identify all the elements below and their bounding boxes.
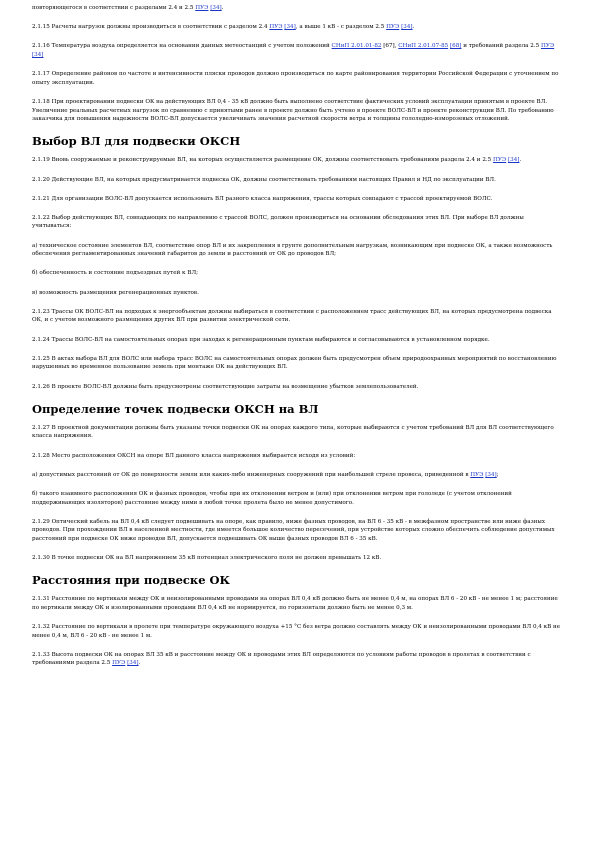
paragraph bbox=[32, 383, 562, 392]
paragraph-text: повторяющегося в соответствии с разделами 2.4 и 2.5 bbox=[32, 5, 196, 11]
reference-link[interactable]: [34] bbox=[210, 5, 222, 11]
paragraph bbox=[32, 156, 562, 165]
paragraph-text: 2.1.23 Трассы ОК ВОЛС-ВЛ на подходах к энергообъектам должны выбираться в соответствии с расположением трасс действующих ВЛ, на которых предусмотрена подвеска ОК, и с учетом возможного размещения других ВЛ при развитии электрической сети. bbox=[32, 308, 552, 324]
reference-link[interactable]: СНиП 2.01.01-82 bbox=[331, 43, 382, 50]
paragraph bbox=[32, 242, 562, 259]
paragraph-text: 2.1.30 В точке подвески ОК на ВЛ напряжением 35 кВ потенциал электрического поля не должен превышать 12 кВ. bbox=[32, 555, 382, 562]
paragraph bbox=[32, 269, 562, 278]
reference-link[interactable]: [68] bbox=[449, 43, 462, 50]
reference-link[interactable]: [34] bbox=[401, 24, 413, 31]
paragraph bbox=[32, 42, 562, 59]
paragraph bbox=[32, 518, 562, 544]
paragraph-text: . bbox=[412, 24, 415, 31]
paragraph-text: 2.1.27 В проектной документации должны быть указаны точки подвески ОК на опорах каждого типа, которые выбираются с учетом требований ВЛ для ВЛ соответствующего класса напряжения. bbox=[32, 424, 554, 440]
paragraph-text: а) техническое состояние элементов ВЛ, соответствие опор ВЛ и их закрепления в грунте дополнительным нагрузкам, возникающим при подвеске ОК, а также возможность обеспечения регламентированных значений габаритов до земли и расстояний от ОК до проводов ВЛ; bbox=[32, 242, 553, 258]
paragraph bbox=[32, 623, 562, 640]
paragraph bbox=[32, 651, 562, 668]
reference-link[interactable]: [34] bbox=[284, 24, 296, 31]
paragraph-text: 2.1.15 Расчеты нагрузок должны производиться в соответствии с разделом 2.4 bbox=[32, 24, 270, 31]
paragraph-text: б) обеспеченность и состояние подъездных путей к ВЛ; bbox=[32, 270, 198, 277]
paragraph bbox=[32, 452, 562, 461]
reference-link[interactable]: ПУЭ bbox=[195, 5, 209, 11]
reference-link[interactable]: [34] bbox=[485, 471, 497, 478]
paragraph bbox=[32, 98, 562, 124]
paragraph bbox=[32, 595, 562, 612]
paragraph-text: б) такого взаимного расположения ОК и фазных проводов, чтобы при их отклонении ветром и (или) при отклонении ветром при гололеде (с учетом отклонений поддерживающих изоляторов) расстояние между ними в любой точке пролета было не менее допустимого. bbox=[32, 490, 512, 506]
paragraph-text: 2.1.16 Температура воздуха определяется на основании данных метеостанций с учетом положений bbox=[32, 43, 332, 50]
paragraph bbox=[32, 554, 562, 563]
section-heading: Определение точек подвески ОКСН на ВЛ bbox=[32, 401, 319, 416]
paragraph-text: 2.1.26 В проекте ВОЛС-ВЛ должны быть предусмотрены соответствующие затраты на возмещение убытков землепользователей. bbox=[32, 383, 419, 390]
paragraph bbox=[32, 195, 562, 204]
paragraph-text: 2.1.28 Место расположения ОКСН на опоре ВЛ данного класса напряжения выбирается исходя из условий: bbox=[32, 452, 356, 459]
paragraph bbox=[32, 471, 562, 480]
paragraph bbox=[32, 289, 562, 298]
paragraph-text: в) возможность размещения регенерационных пунктов. bbox=[32, 289, 199, 296]
paragraph-text: 2.1.18 При проектировании подвески ОК на действующих ВЛ 0,4 - 35 кВ должно быть выполнено соответствие фактических условий эксплуатации принятым в проекте ВЛ. Увеличение реальных расчетных нагрузок по сравнению с принятыми ранее в проекте должно быть учтено в проекте ВОЛС-ВЛ и проекте реконструкции ВЛ. По требованию заказчика для повышения надежности ВОЛС-ВЛ допускается увеличивать значения расчетной скорости ветра и толщины гололедно-изморозевых отложений. bbox=[32, 98, 554, 123]
document-body bbox=[32, 4, 562, 679]
paragraph-text: 2.1.33 Высота подвески ОК на опорах ВЛ 35 кВ и расстояние между ОК и проводами этих ВЛ определяются по условиям работы проводов в пролетах в соответствии с требованиями раздела 2.5 bbox=[32, 651, 531, 667]
paragraph-text: , а выше 1 кВ - с разделом 2.5 bbox=[295, 24, 387, 31]
reference-link[interactable]: [34] bbox=[32, 51, 44, 58]
paragraph-text: и требований раздела 2.5 bbox=[461, 43, 541, 50]
reference-link[interactable]: СНиП 2.01.07-85 bbox=[398, 43, 449, 50]
reference-link[interactable]: ПУЭ bbox=[386, 24, 400, 31]
paragraph-text: 2.1.25 В актах выбора ВЛ для ВОЛС или выбора трасс ВОЛС на самостоятельных опорах должен быть предусмотрен объем природоохранных мероприятий по восстановлению нарушенных во временное пользование земель при монтаже ОК на действующих ВЛ. bbox=[32, 355, 557, 371]
reference-link[interactable]: ПУЭ bbox=[470, 471, 484, 478]
paragraph-text: 2.1.32 Расстояние по вертикали в пролете при температуре окружающего воздуха +15 °С без ветра должно составлять между ОК и неизолированными проводами ВЛ 0,4 кВ не менее 0,4 м, ВЛ 6 - 20 кВ - не менее 1 м. bbox=[32, 624, 561, 639]
paragraph-text: 2.1.19 Вновь сооружаемые и реконструируемые ВЛ, на которых осуществляется размещение ОК, должны соответствовать требованиям раздела 2.4 и 2.5 bbox=[32, 157, 493, 164]
paragraph bbox=[32, 308, 562, 325]
section-heading: Расстояния при подвеске ОК bbox=[32, 573, 230, 588]
paragraph-text: а) допустимых расстояний от ОК до поверхности земли или каких-либо инженерных сооружений при наибольшей стреле провеса, приведенной в bbox=[32, 471, 471, 478]
paragraph-text: 2.1.21 Для организации ВОЛС-ВЛ допускается использовать ВЛ разного класса напряжения, трассы которых совпадают с трассой проектируемой ВОЛС. bbox=[32, 195, 493, 202]
paragraph-text: [67], bbox=[381, 43, 399, 50]
paragraph-text: . bbox=[221, 5, 224, 11]
reference-link[interactable]: [34] bbox=[507, 157, 520, 164]
paragraph-text: ; bbox=[496, 471, 499, 478]
paragraph bbox=[32, 355, 562, 372]
paragraph-text: . bbox=[138, 660, 141, 667]
paragraph-text: 2.1.31 Расстояние по вертикали между ОК и неизолированными проводами на опорах ВЛ 0,4 кВ должно быть не менее 0,4 м, на опорах ВЛ 6 - 20 кВ - не менее 1 м; расстояние по вертикали между ОК и изолированными проводами ВЛ 0,4 кВ не нормируется, по горизонтали должно быть не менее 0,3 м. bbox=[32, 596, 558, 611]
paragraph-text: . bbox=[519, 157, 522, 164]
paragraph bbox=[32, 70, 562, 87]
paragraph bbox=[32, 23, 562, 32]
paragraph bbox=[32, 214, 562, 231]
paragraph bbox=[32, 490, 562, 507]
reference-link[interactable]: ПУЭ bbox=[112, 660, 126, 667]
paragraph bbox=[32, 424, 562, 441]
paragraph-text: 2.1.24 Трассы ВОЛС-ВЛ на самостоятельных опорах при заходах к регенерационным пунктам выбираются и согласовываются в установленном порядке. bbox=[32, 336, 490, 343]
reference-link[interactable]: ПУЭ bbox=[269, 24, 283, 31]
reference-link[interactable]: ПУЭ bbox=[540, 43, 555, 50]
paragraph-text: 2.1.20 Действующие ВЛ, на которых предусматривается подвеска ОК, должны соответствовать требованиям настоящих Правил и НД по эксплуатации ВЛ. bbox=[32, 176, 496, 183]
reference-link[interactable]: ПУЭ bbox=[493, 157, 507, 164]
paragraph bbox=[32, 336, 562, 345]
paragraph bbox=[32, 4, 562, 13]
paragraph bbox=[32, 176, 562, 185]
section-heading: Выбор ВЛ для подвески ОКСН bbox=[32, 134, 241, 149]
paragraph-text: 2.1.17 Определение районов по частоте и интенсивности пляски проводов должно производиться по карте районирования территории Российской Федерации с уточнением по опыту эксплуатации. bbox=[32, 71, 559, 86]
reference-link[interactable]: [34] bbox=[127, 660, 139, 667]
paragraph-text: 2.1.22 Выбор действующих ВЛ, совпадающих по направлению с трассой ВОЛС, должен производиться на основании обследования этих ВЛ. При выборе ВЛ должны учитываться: bbox=[32, 214, 524, 230]
paragraph-text: 2.1.29 Оптический кабель на ВЛ 0,4 кВ следует подвешивать на опоре, как правило, ниже фазных проводов, на ВЛ 6 - 35 кВ - в межфазном пространстве или ниже фазных проводов. При прохождении ВЛ в населенной местности, где имеется большое количество пересечений, при устройстве которых сложно обеспечить соблюдение допустимых расстояний при подвеске ОК ниже проводов ВЛ, допускается подвешивать ОК выше фазных проводов ВЛ 6 - 35 кВ. bbox=[32, 518, 555, 542]
